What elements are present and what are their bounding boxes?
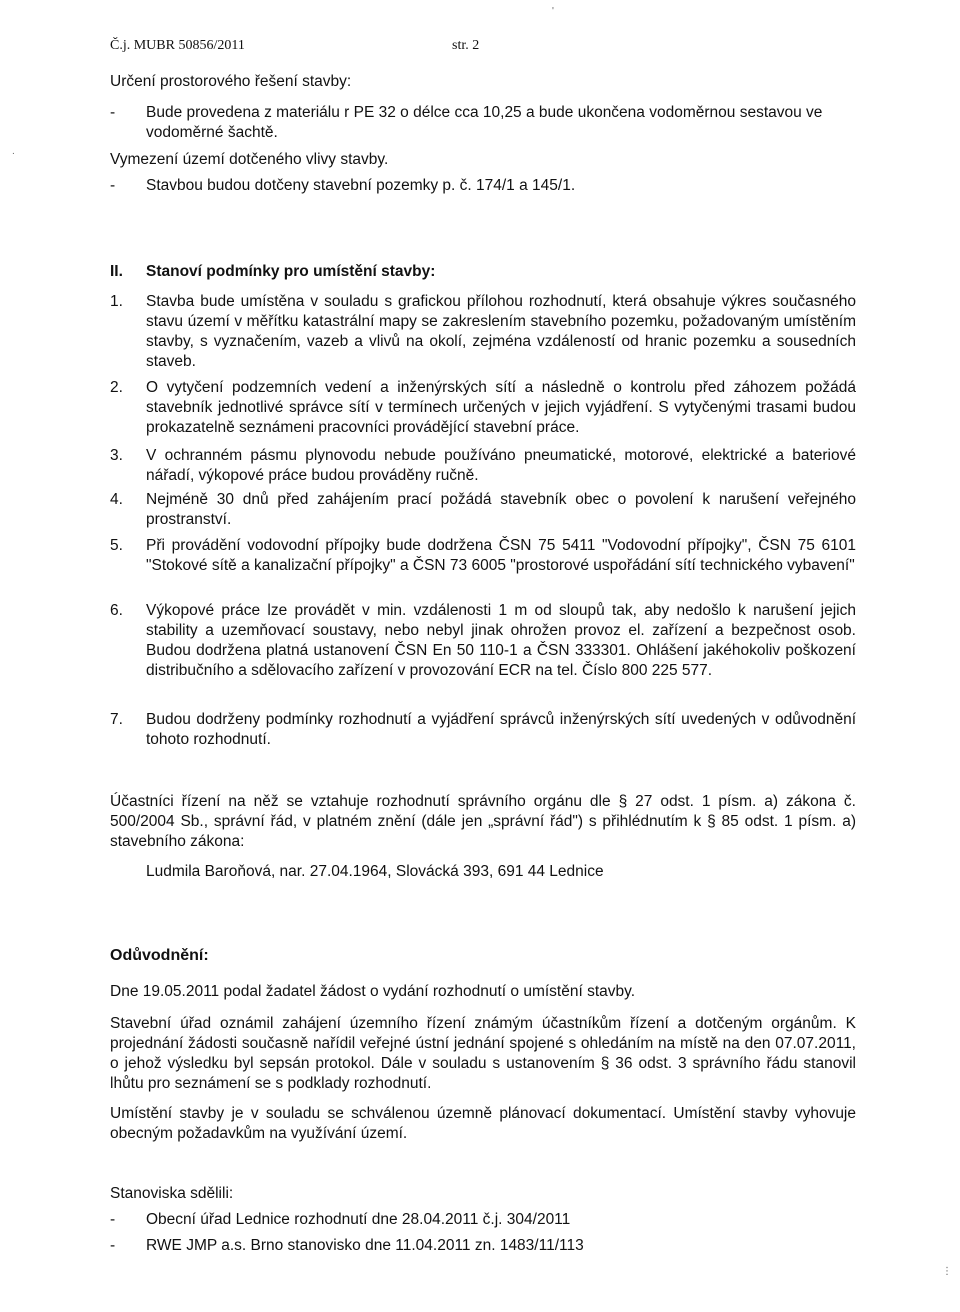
section-title-spatial: Určení prostorového řešení stavby: <box>110 73 352 90</box>
condition-item <box>110 710 856 750</box>
item-number: 6. <box>110 602 123 619</box>
scan-speck: ' <box>552 6 554 17</box>
justification-paragraph: Umístění stavby je v souladu se schválenou územně plánovací dokumentací. Umístění stavby vyhovuje obecným požadavkům na využívání území. <box>110 1105 856 1142</box>
item-number: 1. <box>110 293 123 310</box>
section-title-affected: Vymezení území dotčeného vlivy stavby. <box>110 151 389 168</box>
scan-speck: . <box>12 146 15 157</box>
condition-item <box>110 490 856 530</box>
opinion-text: RWE JMP a.s. Brno stanovisko dne 11.04.2011 zn. 1483/11/113 <box>146 1237 584 1254</box>
participants-paragraph: Účastníci řízení na něž se vztahuje rozhodnutí správního orgánu dle § 27 odst. 1 písm. a) zákona č. 500/2004 Sb., správní řád, v platném znění (dále jen „správní řád") s přihlédnutím k § 85 odst. 1 písm. a) stavebního zákona: <box>110 793 856 850</box>
bullet-text: Bude provedena z materiálu r PE 32 o délce cca 10,25 a bude ukončena vodoměrnou sestavou ve vodoměrné šachtě. <box>146 104 823 141</box>
justification-heading: Odůvodnění: <box>110 947 209 964</box>
item-text: O vytyčení podzemních vedení a inženýrských sítí a následně o kontrolu před záhozem požádá stavebník jednotlivé správce sítí v termínech určených v jejich vyjádření. S vytyčenými trasami budou prokazatelně seznámeni pracovníci provádějící stavební práce. <box>146 379 856 436</box>
item-text: Nejméně 30 dnů před zahájením prací požádá stavebník obec o povolení k narušení veřejného prostranství. <box>146 491 856 528</box>
bullet-dash: - <box>110 104 116 121</box>
item-number: 3. <box>110 447 123 464</box>
bullet-dash: - <box>110 1211 116 1228</box>
section-heading-text: Stanoví podmínky pro umístění stavby: <box>146 263 436 280</box>
section-heading-conditions <box>110 262 435 282</box>
page-number: str. 2 <box>452 38 480 53</box>
item-number: 2. <box>110 379 123 396</box>
scan-speck: ⋮ <box>942 1266 952 1277</box>
item-text: Stavba bude umístěna v souladu s grafickou přílohou rozhodnutí, která obsahuje výkres současného stavu území v měřítku katastrální mapy se zakreslením stavebního pozemku, požadovaným umístěním stavby, s vyznačením, vazeb a vlivů na okolí, zejména vzdáleností od hranic pozemku a sousedních staveb. <box>146 293 856 370</box>
item-text: Budou dodrženy podmínky rozhodnutí a vyjádření správců inženýrských sítí uvedených v odůvodnění tohoto rozhodnutí. <box>146 711 856 748</box>
participant-name: Ludmila Baroňová, nar. 27.04.1964, Slovácká 393, 691 44 Lednice <box>146 863 604 880</box>
roman-numeral: II. <box>110 263 123 280</box>
bullet-dash: - <box>110 177 116 194</box>
opinion-text: Obecní úřad Lednice rozhodnutí dne 28.04.2011 č.j. 304/2011 <box>146 1211 571 1228</box>
bullet-text: Stavbou budou dotčeny stavební pozemky p. č. 174/1 a 145/1. <box>146 177 576 194</box>
condition-item <box>110 536 856 576</box>
condition-item <box>110 378 856 438</box>
item-text: V ochranném pásmu plynovodu nebude používáno pneumatické, motorové, elektrické a bateriové nářadí, výkopové práce budou prováděny ručně. <box>146 447 856 484</box>
item-number: 5. <box>110 537 123 554</box>
opinions-title: Stanoviska sdělili: <box>110 1185 234 1202</box>
condition-item <box>110 292 856 372</box>
justification-paragraph: Dne 19.05.2011 podal žadatel žádost o vydání rozhodnutí o umístění stavby. <box>110 983 636 1000</box>
item-text: Při provádění vodovodní přípojky bude dodržena ČSN 75 5411 "Vodovodní přípojky", ČSN 75 6101 "Stokové sítě a kanalizační přípojky" a ČSN 73 6005 "prostorové uspořádání sítí technického vybavení" <box>146 537 856 574</box>
reference-number: Č.j. MUBR 50856/2011 <box>110 38 245 53</box>
bullet-dash: - <box>110 1237 116 1254</box>
condition-item <box>110 601 856 681</box>
condition-item <box>110 446 856 486</box>
bullet-material <box>110 103 860 143</box>
justification-paragraph: Stavební úřad oznámil zahájení územního řízení známým účastníkům řízení a dotčeným orgánům. K projednání žádosti současně nařídil veřejné ústní jednání spojené s ohledáním na místě na den 07.07.2011, o jehož výsledku byl sepsán protokol. Dále v souladu s ustanovením § 36 odst. 3 správního řádu stanovil lhůtu pro seznámení se s podklady rozhodnutí. <box>110 1015 856 1092</box>
item-number: 4. <box>110 491 123 508</box>
item-number: 7. <box>110 711 123 728</box>
item-text: Výkopové práce lze provádět v min. vzdálenosti 1 m od sloupů tak, aby nedošlo k narušení jejich stability a uzemňovací soustavy, nebo nebyl jinak ohrožen provoz el. zařízení a bezpečnost osob. Budou dodržena platná ustanovení ČSN En 50 110-1 a ČSN 333301. Ohlášení jakéhokoliv poškození distribučního a sdělovacího zařízení v provozování ECR na tel. Číslo 800 225 577. <box>146 602 856 679</box>
